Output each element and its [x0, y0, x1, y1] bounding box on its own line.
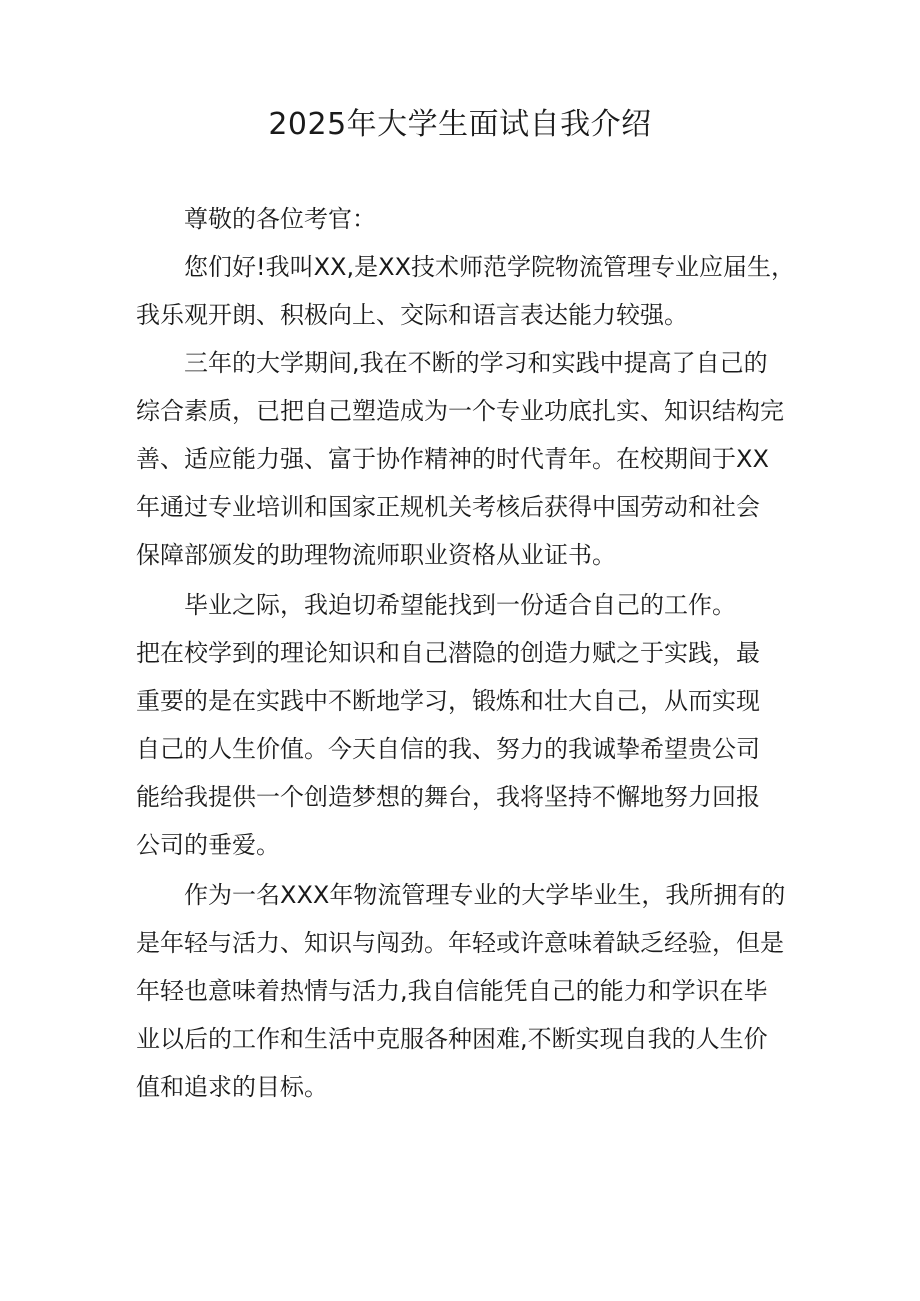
- paragraph-4-line-5: 值和追求的目标。: [136, 1073, 328, 1101]
- paragraph-3-line-1: 毕业之际，我迫切希望能找到一份适合自己的工作。: [184, 591, 736, 619]
- paragraph-3-line-4: 自己的人生价值。今天自信的我、努力的我诚挚希望贵公司: [136, 735, 760, 763]
- paragraph-2-line-4: 年通过专业培训和国家正规机关考核后获得中国劳动和社会: [136, 493, 760, 521]
- paragraph-2-line-3: 善、适应能力强、富于协作精神的时代青年。在校期间于XX: [136, 445, 769, 473]
- paragraph-4-line-3: 年轻也意味着热情与活力,我自信能凭自己的能力和学识在毕: [136, 977, 768, 1005]
- paragraph-2-line-1: 三年的大学期间,我在不断的学习和实践中提高了自己的: [184, 349, 768, 377]
- paragraph-1-line-2: 我乐观开朗、积极向上、交际和语言表达能力较强。: [136, 301, 688, 329]
- paragraph-4-line-2: 是年轻与活力、知识与闯劲。年轻或许意味着缺乏经验，但是: [136, 929, 784, 957]
- paragraph-2-line-2: 综合素质，已把自己塑造成为一个专业功底扎实、知识结构完: [136, 397, 784, 425]
- paragraph-1-line-1: 您们好!我叫XX,是XX技术师范学院物流管理专业应届生，: [184, 253, 796, 281]
- paragraph-4-line-1: 作为一名XXX年物流管理专业的大学毕业生，我所拥有的: [184, 881, 786, 909]
- paragraph-3-line-3: 重要的是在实践中不断地学习，锻炼和壮大自己，从而实现: [136, 687, 760, 715]
- salutation: 尊敬的各位考官：: [184, 205, 376, 233]
- paragraph-3-line-5: 能给我提供一个创造梦想的舞台，我将坚持不懈地努力回报: [136, 783, 760, 811]
- paragraph-2-line-5: 保障部颁发的助理物流师职业资格从业证书。: [136, 541, 616, 569]
- paragraph-3-line-6: 公司的垂爱。: [136, 831, 280, 859]
- document-title: 2025年大学生面试自我介绍: [268, 107, 652, 142]
- paragraph-4-line-4: 业以后的工作和生活中克服各种困难,不断实现自我的人生价: [136, 1025, 768, 1053]
- paragraph-3-line-2: 把在校学到的理论知识和自己潜隐的创造力赋之于实践，最: [136, 639, 760, 667]
